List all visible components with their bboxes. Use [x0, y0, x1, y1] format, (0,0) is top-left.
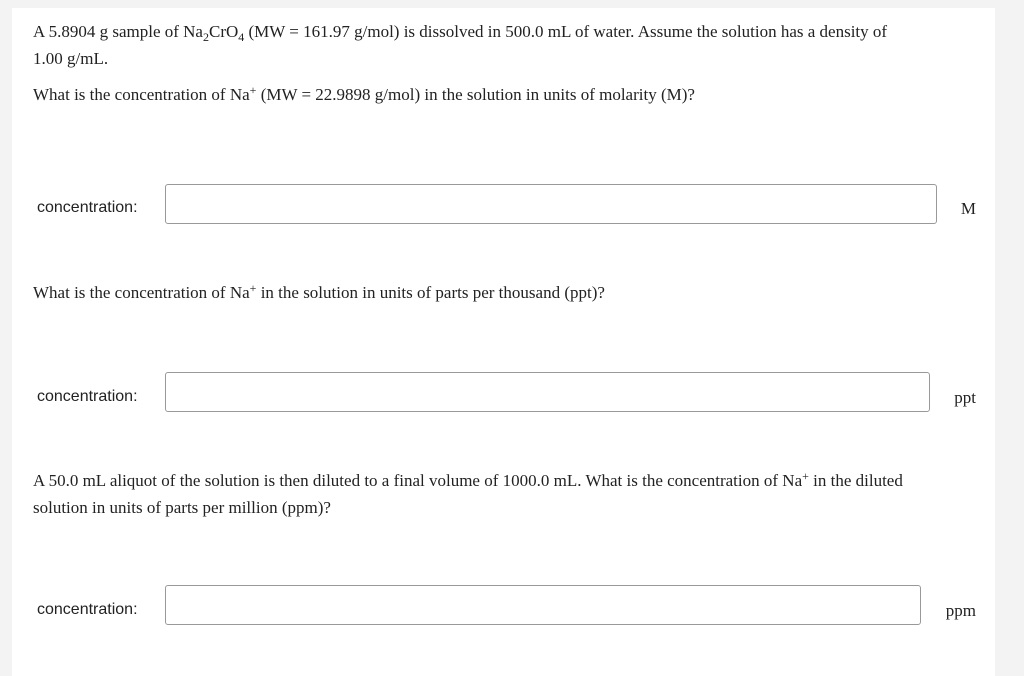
q2-suffix: in the solution in units of parts per thousand (ppt)? — [256, 283, 605, 302]
chromate-text: CrO — [208, 22, 239, 41]
subscript-2: 2 — [202, 30, 209, 44]
subscript-4: 4 — [238, 30, 245, 44]
q1-superscript: + — [249, 83, 257, 97]
question-2-text — [33, 279, 983, 306]
q2-unit: ppt — [954, 388, 976, 407]
q1-suffix: (MW = 22.9898 g/mol) in the solution in units of molarity (M)? — [256, 85, 695, 104]
q1-unit: M — [960, 199, 976, 218]
q3-concentration-label: concentration: — [37, 601, 138, 618]
q1-prefix: What is the concentration of Na — [33, 85, 250, 104]
intro-rest: (MW = 161.97 g/mol) is dissolved in 500.0 mL of water. Assume the solution has a density of — [244, 22, 888, 41]
q3-line2: solution in units of parts per million (ppm)? — [33, 498, 331, 517]
q3-suffix: in the diluted — [808, 471, 903, 490]
q3-superscript: + — [802, 469, 809, 483]
q3-prefix: A 50.0 mL aliquot of the solution is then diluted to a final volume of 1000.0 mL. What is the concentration of Na — [33, 471, 803, 490]
question-1-text — [33, 81, 983, 108]
q3-unit: ppm — [945, 601, 976, 620]
q2-concentration-input[interactable] — [165, 372, 930, 412]
intro-line2: 1.00 g/mL. — [33, 49, 109, 68]
q2-concentration-label: concentration: — [37, 388, 138, 405]
q2-superscript: + — [249, 281, 257, 295]
q2-prefix: What is the concentration of Na — [33, 283, 250, 302]
intro-text: A 5.8904 g sample of Na — [33, 22, 203, 41]
q1-concentration-label: concentration: — [37, 199, 138, 216]
q3-concentration-input[interactable] — [165, 585, 921, 625]
question-card — [12, 8, 995, 676]
question-3-text — [33, 467, 983, 521]
problem-statement — [33, 18, 983, 72]
q1-concentration-input[interactable] — [165, 184, 937, 224]
